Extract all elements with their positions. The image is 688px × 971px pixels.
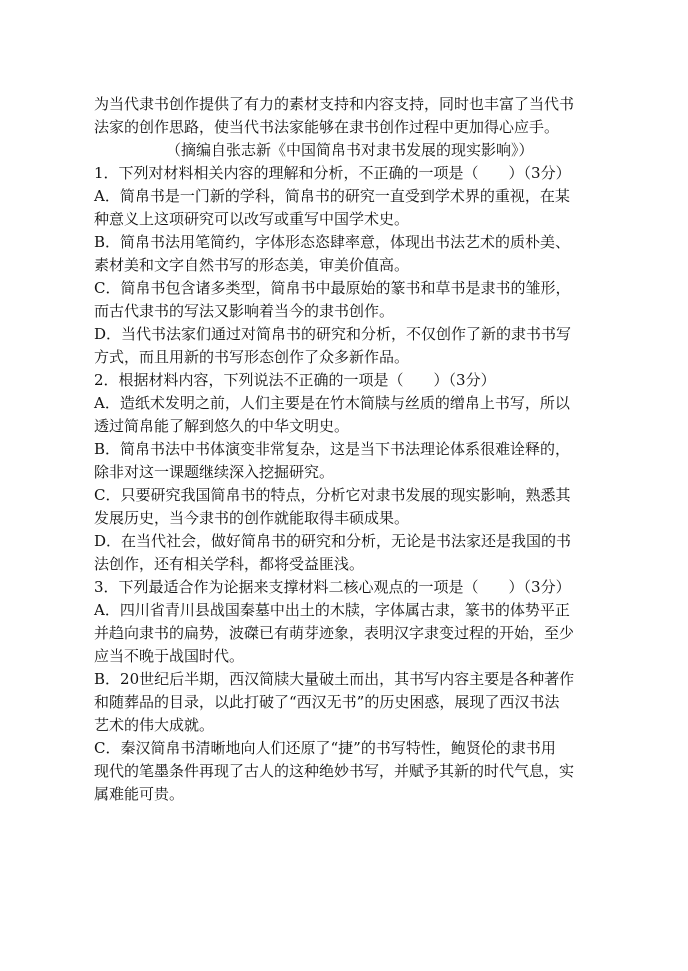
option-line: D．当代书法家们通过对简帛书的研究和分析，不仅创作了新的隶书书写: [94, 325, 572, 343]
option-line: A．四川省青川县战国秦墓中出土的木牍，字体属古隶，篆书的体势平正: [94, 601, 570, 619]
option-c: [94, 484, 606, 530]
option-b: [94, 231, 606, 277]
option-line: B．20世纪后半期，西汉简牍大量破土而出，其书写内容主要是各种著作: [94, 670, 575, 688]
option-line: 种意义上这项研究可以改写或重写中国学术史。: [94, 210, 410, 228]
question-stem: 3．下列最适合作为论据来支撑材料二核心观点的一项是（ ）（3分）: [94, 578, 571, 596]
option-line: 艺术的伟大成就。: [94, 716, 215, 734]
option-line: D．在当代社会，做好简帛书的研究和分析，无论是书法家还是我国的书: [94, 532, 572, 550]
question-2: [94, 369, 606, 576]
option-line: C．只要研究我国简帛书的特点，分析它对隶书发展的现实影响，熟悉其: [94, 486, 571, 504]
question-1: [94, 162, 606, 369]
option-line: C．秦汉简帛书清晰地向人们还原了“捷”的书写特性，鲍贤伦的隶书用: [94, 739, 556, 757]
option-b: [94, 438, 606, 484]
option-line: 现代的笔墨条件再现了古人的这种绝妙书写，并赋予其新的时代气息，实: [94, 762, 575, 780]
option-d: [94, 323, 606, 369]
option-d: [94, 530, 606, 576]
option-line: 属难能可贵。: [94, 785, 185, 803]
option-c: [94, 737, 606, 806]
option-line: 法创作，还有相关学科，都将受益匪浅。: [94, 555, 365, 573]
option-c: [94, 277, 606, 323]
passage-line: 为当代隶书创作提供了有力的素材支持和内容支持，同时也丰富了当代书: [94, 95, 575, 113]
option-line: 并趋向隶书的扁势，波磔已有萌芽迹象，表明汉字隶变过程的开始，至少: [94, 624, 575, 642]
option-line: A．造纸术发明之前，人们主要是在竹木简牍与丝质的缯帛上书写，所以: [94, 394, 570, 412]
option-line: 透过简帛能了解到悠久的中华文明史。: [94, 417, 350, 435]
document-page: [94, 93, 606, 806]
passage-line: 法家的创作思路，使当代书法家能够在隶书创作过程中更加得心应手。: [94, 118, 560, 136]
option-a: [94, 185, 606, 231]
passage-tail: [94, 93, 606, 139]
question-stem: 2．根据材料内容，下列说法不正确的一项是（ ）（3分）: [94, 371, 496, 389]
option-line: B．简帛书法用笔简约，字体形态恣肆率意，体现出书法艺术的质朴美、: [94, 233, 571, 251]
option-a: [94, 599, 606, 668]
option-line: 除非对这一课题继续深入挖掘研究。: [94, 463, 335, 481]
option-line: 素材美和文字自然书写的形态美，审美价值高。: [94, 256, 410, 274]
option-line: C．简帛书包含诸多类型，简帛书中最原始的篆书和草书是隶书的雏形，: [94, 279, 571, 297]
citation: （摘编自张志新《中国简帛书对隶书发展的现实影响》）: [166, 141, 534, 159]
option-line: 和随葬品的目录，以此打破了“西汉无书”的历史困惑，展现了西汉书法: [94, 693, 560, 711]
option-line: B．简帛书法中书体演变非常复杂，这是当下书法理论体系很难诠释的，: [94, 440, 571, 458]
question-3: [94, 576, 606, 806]
option-line: 而古代隶书的写法又影响着当今的隶书创作。: [94, 302, 395, 320]
option-line: 方式，而且用新的书写形态创作了众多新作品。: [94, 348, 410, 366]
question-stem: 1．下列对材料相关内容的理解和分析，不正确的一项是（ ）（3分）: [94, 164, 571, 182]
option-line: 应当不晚于战国时代。: [94, 647, 245, 665]
option-line: 发展历史，当今隶书的创作就能取得丰硕成果。: [94, 509, 410, 527]
option-line: A．简帛书是一门新的学科，简帛书的研究一直受到学术界的重视，在某: [94, 187, 570, 205]
option-b: [94, 668, 606, 737]
option-a: [94, 392, 606, 438]
